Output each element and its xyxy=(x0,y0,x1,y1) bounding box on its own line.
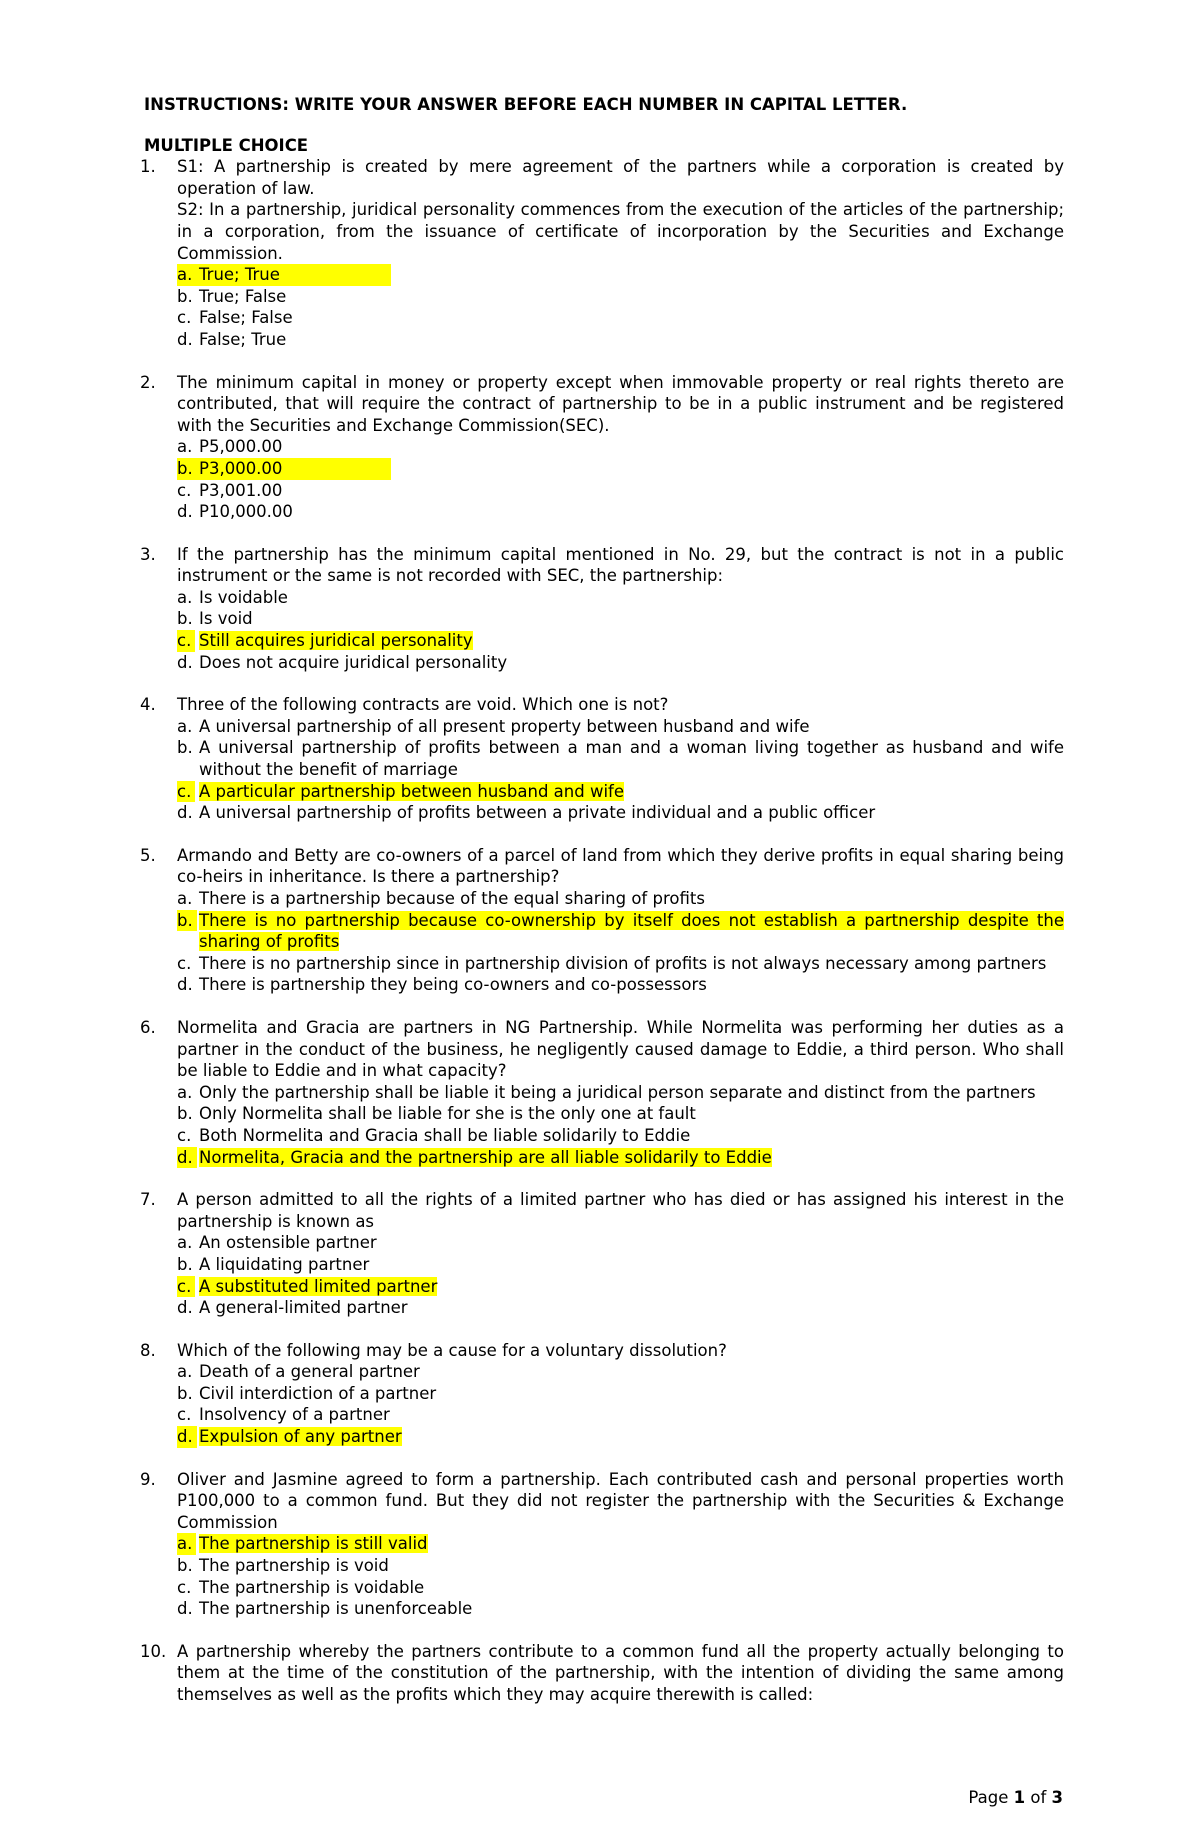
highlighted-answer-text: Expulsion of any partner xyxy=(199,1427,402,1447)
option-letter: c. xyxy=(177,781,195,803)
answer-options xyxy=(177,716,1064,824)
question-text: S1: A partnership is created by mere agreement of the partners while a corporation is created by operation of law. xyxy=(177,157,1064,198)
option-letter: b. xyxy=(177,1104,193,1124)
option-text: P5,000.00 xyxy=(199,437,283,457)
question-item xyxy=(140,1340,1064,1448)
option-text: The partnership is void xyxy=(199,1556,389,1576)
option-text: False; False xyxy=(199,308,293,328)
question-number: 1. xyxy=(140,157,156,177)
option-letter: c. xyxy=(177,1405,192,1425)
option-letter: d. xyxy=(177,803,193,823)
option-letter: b. xyxy=(177,910,197,932)
option-text: Only the partnership shall be liable it being a juridical person separate and distinct from the partners xyxy=(199,1082,1036,1102)
option-letter: a. xyxy=(177,1533,196,1555)
option-text: There is no partnership since in partnership division of profits is not always necessary among partners xyxy=(199,953,1047,973)
answer-option xyxy=(177,652,1064,674)
option-letter: c. xyxy=(177,630,195,652)
option-letter: a. xyxy=(177,1362,193,1382)
option-text: The partnership is voidable xyxy=(199,1577,425,1597)
answer-option xyxy=(177,630,1064,652)
question-text: Armando and Betty are co-owners of a parcel of land from which they derive profits in equal sharing being co-heirs in inheritance. Is there a partnership? xyxy=(177,845,1064,887)
question-number: 10. xyxy=(140,1641,167,1661)
highlighted-answer-text: P3,000.00 xyxy=(199,458,283,478)
question-text: Normelita and Gracia are partners in NG Partnership. While Normelita was performing her duties as a partner in the conduct of the business, he negligently caused damage to Eddie, a third person. Who shall be liable to Eddie and in what capacity? xyxy=(177,1017,1064,1081)
answer-option xyxy=(177,436,1064,458)
page-footer xyxy=(968,1788,1063,1807)
answer-option xyxy=(177,1426,1064,1448)
option-letter: c. xyxy=(177,1125,192,1145)
option-text: A universal partnership of all present property between husband and wife xyxy=(199,716,810,736)
answer-options xyxy=(177,264,1064,350)
answer-option xyxy=(177,781,1064,803)
answer-option xyxy=(177,1254,1064,1276)
answer-option xyxy=(177,716,1064,738)
answer-option xyxy=(177,264,391,286)
option-letter: b. xyxy=(177,609,193,629)
option-text: A universal partnership of profits between a private individual and a public officer xyxy=(199,803,876,823)
option-text: Only Normelita shall be liable for she is the only one at fault xyxy=(199,1104,696,1124)
answer-option xyxy=(177,286,1064,308)
option-letter: d. xyxy=(177,1426,197,1448)
question-item xyxy=(140,1189,1064,1319)
question-text: If the partnership has the minimum capital mentioned in No. 29, but the contract is not in a public instrument or the same is not recorded with SEC, the partnership: xyxy=(177,544,1064,586)
answer-option xyxy=(177,888,1064,910)
option-letter: c. xyxy=(177,308,192,328)
instructions-heading: INSTRUCTIONS: WRITE YOUR ANSWER BEFORE EACH NUMBER IN CAPITAL LETTER. xyxy=(144,95,908,114)
question-number: 9. xyxy=(140,1469,156,1489)
option-letter: c. xyxy=(177,953,192,973)
highlighted-answer-text: A substituted limited partner xyxy=(199,1276,438,1296)
answer-option xyxy=(177,1276,1064,1298)
option-letter: a. xyxy=(177,889,193,908)
answer-option xyxy=(177,802,1064,824)
answer-option xyxy=(177,737,1064,780)
answer-option xyxy=(177,1125,1064,1147)
answer-option xyxy=(177,329,1064,351)
question-item xyxy=(140,1469,1064,1620)
option-letter: c. xyxy=(177,1276,195,1298)
option-text: Is void xyxy=(199,609,253,629)
question-text: S2: In a partnership, juridical personality commences from the execution of the articles of the partnership; in a corporation, from the issuance of certificate of incorporation by the Securities and Exchange Commission. xyxy=(177,200,1064,263)
answer-option xyxy=(177,1232,1064,1254)
option-letter: d. xyxy=(177,329,193,349)
answer-option xyxy=(177,587,1064,609)
answer-option xyxy=(177,1577,1064,1599)
highlighted-answer-text: A particular partnership between husband and wife xyxy=(199,781,624,801)
question-item xyxy=(140,544,1064,674)
option-letter: d. xyxy=(177,975,193,995)
option-letter: b. xyxy=(177,458,193,478)
option-text: Does not acquire juridical personality xyxy=(199,652,508,672)
question-number: 3. xyxy=(140,544,156,564)
answer-option xyxy=(177,953,1064,975)
option-letter: d. xyxy=(177,1147,197,1169)
answer-options xyxy=(177,1232,1064,1318)
answer-option xyxy=(177,480,1064,502)
answer-option xyxy=(177,910,1064,953)
answer-option xyxy=(177,1555,1064,1577)
highlighted-answer-text: True; True xyxy=(199,265,280,285)
answer-option xyxy=(177,1598,1064,1620)
option-text: Death of a general partner xyxy=(199,1362,420,1382)
question-number: 5. xyxy=(140,845,156,865)
option-letter: a. xyxy=(177,1082,193,1102)
option-text: Insolvency of a partner xyxy=(199,1405,390,1425)
option-letter: d. xyxy=(177,502,193,522)
answer-option xyxy=(177,1147,1064,1169)
answer-option xyxy=(177,458,391,480)
highlighted-answer-text: The partnership is still valid xyxy=(199,1534,428,1554)
question-number: 2. xyxy=(140,372,156,392)
answer-options xyxy=(177,1533,1064,1619)
option-letter: a. xyxy=(177,716,193,736)
answer-options xyxy=(177,888,1064,996)
answer-option xyxy=(177,1533,1064,1555)
option-text: A universal partnership of profits between a man and a woman living together as husband and wife without the benefit of marriage xyxy=(199,738,1064,780)
answer-option xyxy=(177,1103,1064,1125)
answer-options xyxy=(177,1361,1064,1447)
footer-current-page: 1 xyxy=(1013,1788,1026,1807)
option-text: P10,000.00 xyxy=(199,502,293,522)
option-letter: a. xyxy=(177,437,193,457)
question-item xyxy=(140,845,1064,996)
option-text: An ostensible partner xyxy=(199,1233,377,1253)
question-item xyxy=(140,156,1064,350)
option-text: True; False xyxy=(199,286,287,306)
option-letter: d. xyxy=(177,652,193,672)
option-letter: b. xyxy=(177,1254,193,1274)
option-text: Civil interdiction of a partner xyxy=(199,1383,437,1403)
answer-options xyxy=(177,1082,1064,1168)
question-number: 8. xyxy=(140,1340,156,1360)
option-text: A liquidating partner xyxy=(199,1254,370,1274)
answer-option xyxy=(177,608,1064,630)
answer-option xyxy=(177,1361,1064,1383)
answer-option xyxy=(177,307,1064,329)
answer-option xyxy=(177,974,1064,996)
question-item xyxy=(140,1641,1064,1706)
answer-options xyxy=(177,436,1064,522)
question-item xyxy=(140,1017,1064,1168)
highlighted-answer-text: Still acquires juridical personality xyxy=(199,631,473,651)
option-text: Both Normelita and Gracia shall be liable solidarily to Eddie xyxy=(199,1125,691,1145)
option-letter: a. xyxy=(177,1233,193,1253)
option-text: P3,001.00 xyxy=(199,480,283,500)
question-list xyxy=(140,156,1064,1705)
option-letter: b. xyxy=(177,1383,193,1403)
option-text: Is voidable xyxy=(199,587,288,607)
option-letter: c. xyxy=(177,1577,192,1597)
question-item xyxy=(140,694,1064,824)
option-text: False; True xyxy=(199,329,287,349)
question-number: 4. xyxy=(140,695,156,715)
question-text: Oliver and Jasmine agreed to form a partnership. Each contributed cash and personal properties worth P100,000 to a common fund. But they did not register the partnership with the Securities & Exchange Commission xyxy=(177,1469,1064,1532)
question-number: 6. xyxy=(140,1017,156,1037)
document-content xyxy=(140,94,1064,1706)
question-text: Three of the following contracts are void. Which one is not? xyxy=(177,695,669,715)
answer-option xyxy=(177,1383,1064,1405)
question-text: The minimum capital in money or property except when immovable property or real rights thereto are contributed, that will require the contract of partnership to be in a public instrument and be registered with the Securities and Exchange Commission(SEC). xyxy=(177,372,1064,435)
highlighted-answer-text: Normelita, Gracia and the partnership are all liable solidarily to Eddie xyxy=(199,1147,772,1167)
question-item xyxy=(140,372,1064,523)
option-letter: a. xyxy=(177,265,193,285)
highlighted-answer-text: There is no partnership because co-ownership by itself does not establish a partnership despite the sharing of profits xyxy=(199,910,1064,952)
question-text: A partnership whereby the partners contribute to a common fund all the property actually belonging to them at the time of the constitution of the partnership, with the intention of dividing the same among themselves as well as the profits which they may acquire therewith is called: xyxy=(177,1641,1064,1704)
option-letter: a. xyxy=(177,587,193,607)
option-text: There is partnership they being co-owners and co-possessors xyxy=(199,975,707,995)
section-title: MULTIPLE CHOICE xyxy=(144,135,309,155)
option-letter: d. xyxy=(177,1298,193,1318)
question-text: Which of the following may be a cause for a voluntary dissolution? xyxy=(177,1340,727,1360)
footer-total-pages: 3 xyxy=(1051,1788,1063,1807)
answer-option xyxy=(177,1082,1064,1104)
option-letter: b. xyxy=(177,286,193,306)
option-text: A general-limited partner xyxy=(199,1298,408,1318)
option-letter: b. xyxy=(177,1556,193,1576)
question-number: 7. xyxy=(140,1190,156,1210)
footer-of-word: of xyxy=(1030,1788,1047,1807)
question-text: A person admitted to all the rights of a limited partner who has died or has assigned his interest in the partnership is known as xyxy=(177,1190,1064,1231)
answer-option xyxy=(177,1297,1064,1319)
option-letter: b. xyxy=(177,738,193,758)
answer-option xyxy=(177,1404,1064,1426)
answer-options xyxy=(177,587,1064,673)
answer-option xyxy=(177,501,1064,523)
option-letter: c. xyxy=(177,480,192,500)
option-text: There is a partnership because of the equal sharing of profits xyxy=(199,889,705,908)
footer-page-word: Page xyxy=(968,1788,1009,1807)
option-letter: d. xyxy=(177,1599,193,1619)
option-text: The partnership is unenforceable xyxy=(199,1599,473,1619)
